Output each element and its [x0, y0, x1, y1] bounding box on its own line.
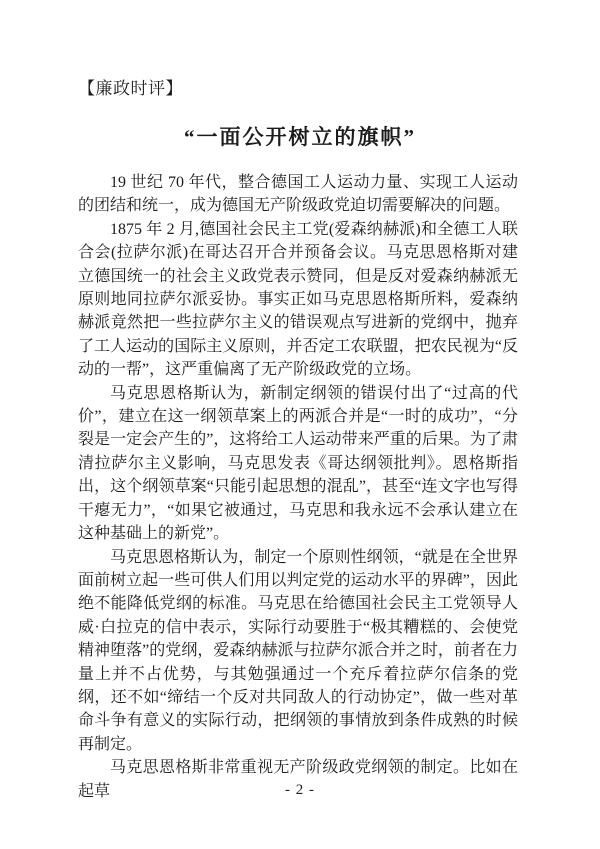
body-paragraph: 马克思恩格斯认为，新制定纲领的错误付出了“过高的代价”，建立在这一纲领草案上的两派合并是“一时的成功”，“分裂是一定会产生的”，这将给工人运动带来严重的后果。为了肃清拉萨尔主义影响，马克思发表《哥达纲领批判》。恩格斯指出，这个纲领草案“只能引起思想的混乱”，甚至“连文字也写得干瘪无力”，“如果它被通过，马克思和我永远不会承认建立在这种基础上的新党”。 — [78, 384, 518, 543]
body-paragraph: 马克思恩格斯认为，制定一个原则性纲领，“就是在全世界面前树立起一些可供人们用以判定党的运动水平的界碑”，因此绝不能降低党纲的标准。马克思在给德国社会民主工党领导人威·白拉克的信中表示，实际行动要胜于“极其糟糕的、会使党精神堕落”的党纲，爱森纳赫派与拉萨尔派合并之时，前者在力量上并不占优势，与其勉强通过一个充斥着拉萨尔信条的党纲，还不如“缔结一个反对共同敌人的行动协定”，做一些对革命斗争有意义的实际行动，把纲领的事情放到条件成熟的时候再制定。 — [78, 548, 518, 753]
article-title: “一面公开树立的旗帜” — [184, 125, 416, 149]
section-tag: 【廉政时评】 — [78, 79, 183, 98]
body-paragraph: 1875 年 2 月,德国社会民主工党(爱森纳赫派)和全德工人联合会(拉萨尔派)在哥达召开合并预备会议。马克思恩格斯对建立德国统一的社会主义政党表示赞同，但是反对爱森纳赫派无原则地同拉萨尔派妥协。事实正如马克思恩格斯所料，爱森纳赫派竟然把一些拉萨尔主义的错误观点写进新的党纲中，抛弃了工人运动的国际主义原则，并否定工农联盟，把农民视为“反动的一帮”，这严重偏离了无产阶级政党的立场。 — [78, 220, 518, 379]
article-body — [78, 171, 518, 803]
body-paragraph: 马克思恩格斯非常重视无产阶级政党纲领的制定。比如在起草 — [78, 759, 518, 800]
page-number: - 2 - — [285, 782, 315, 798]
body-paragraph: 19 世纪 70 年代，整合德国工人运动力量、实现工人运动的团结和统一，成为德国无产阶级政党迫切需要解决的问题。 — [78, 174, 518, 215]
